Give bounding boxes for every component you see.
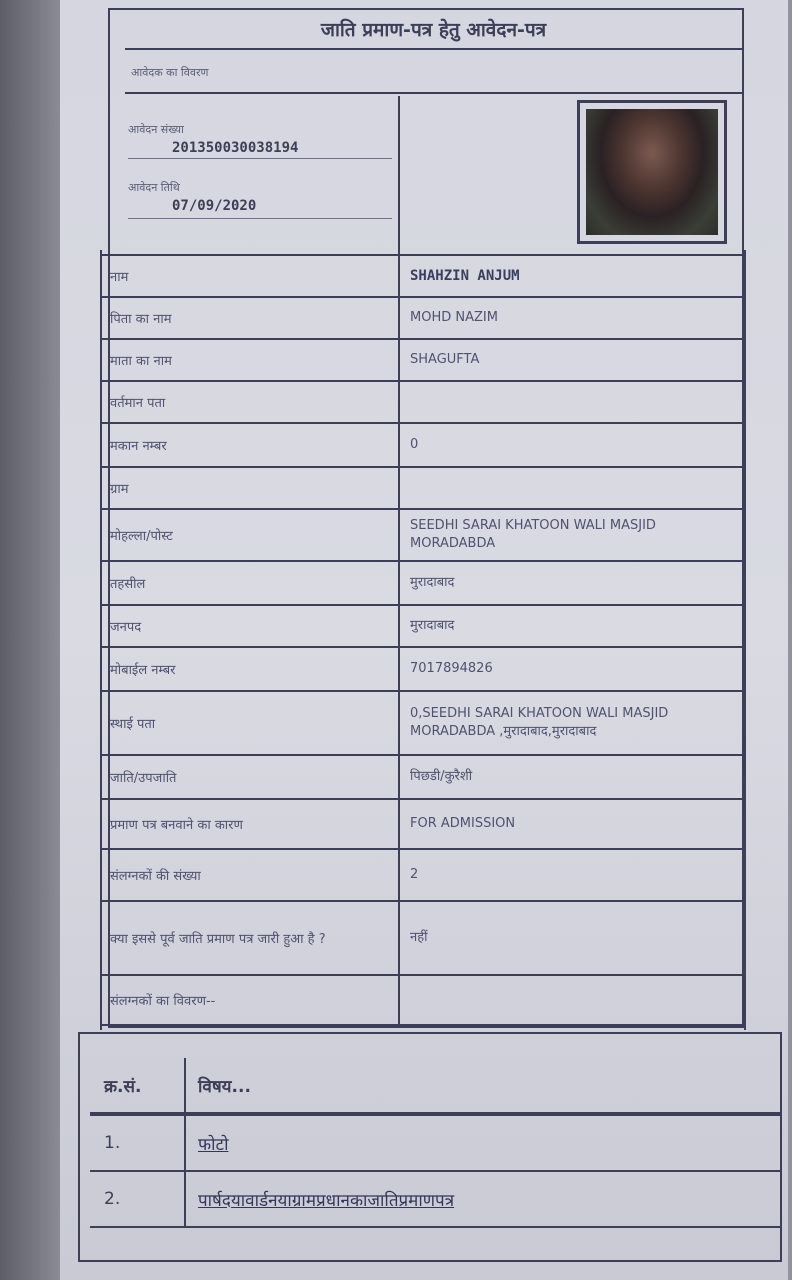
attachment-link-photo[interactable]: फोटो: [198, 1134, 229, 1155]
label-permanent-address: स्थाई पता: [100, 692, 400, 754]
attachment-serial-number: 1.: [90, 1116, 186, 1170]
row-permanent-address: [100, 692, 746, 756]
attachment-row: [90, 1172, 782, 1228]
value-purpose: FOR ADMISSION: [410, 816, 516, 832]
label-mobile-number: मोबाईल नम्बर: [100, 648, 400, 690]
label-locality-post: मोहल्ला/पोस्ट: [100, 510, 400, 560]
row-attachment-count: [100, 850, 746, 902]
row-previous-certificate: [100, 902, 746, 976]
value-current-address: [400, 382, 746, 422]
row-attachment-details: [100, 976, 746, 1026]
application-number-label: आवेदन संख्या: [128, 123, 184, 136]
label-attachment-details: संलग्नकों का विवरण--: [100, 976, 400, 1024]
row-father-name: [100, 298, 746, 340]
label-attachment-count: संलग्नकों की संख्या: [100, 850, 400, 900]
label-tehsil: तहसील: [100, 562, 400, 604]
row-district: [100, 606, 746, 648]
divider: [128, 158, 392, 159]
label-current-address: वर्तमान पता: [100, 382, 400, 422]
label-village: ग्राम: [100, 468, 400, 508]
value-locality-post: SEEDHI SARAI KHATOON WALI MASJID MORADABDA: [410, 518, 656, 551]
application-date: 07/09/2020: [172, 198, 257, 214]
label-name: नाम: [100, 256, 400, 296]
applicant-photo: [586, 109, 718, 235]
label-district: जनपद: [100, 606, 400, 646]
header-serial-number: क्र.सं.: [90, 1058, 186, 1112]
row-village: [100, 468, 746, 510]
value-district: मुरादाबाद: [410, 618, 455, 634]
attachments-table: [90, 1058, 782, 1228]
row-house-number: [100, 424, 746, 468]
label-caste: जाति/उपजाति: [100, 756, 400, 798]
value-previous-certificate: नहीं: [410, 930, 428, 946]
row-caste: [100, 756, 746, 800]
application-date-label: आवेदन तिथि: [128, 181, 180, 194]
details-table: [100, 254, 746, 1026]
attachments-header-row: [90, 1058, 782, 1114]
value-father-name: MOHD NAZIM: [410, 310, 498, 326]
application-info: [118, 96, 400, 254]
row-name: [100, 256, 746, 298]
value-attachment-details: [400, 976, 746, 1024]
attachment-row: [90, 1114, 782, 1172]
label-mother-name: माता का नाम: [100, 340, 400, 380]
label-house-number: मकान नम्बर: [100, 424, 400, 466]
value-name: SHAHZIN ANJUM: [410, 267, 520, 284]
value-tehsil: मुरादाबाद: [410, 575, 455, 591]
section-applicant-details: आवेदक का विवरण: [125, 52, 742, 94]
label-father-name: पिता का नाम: [100, 298, 400, 338]
attachment-serial-number: 2.: [90, 1172, 186, 1226]
row-mobile-number: [100, 648, 746, 692]
header-subject: विषय...: [198, 1076, 251, 1097]
value-mobile-number: 7017894826: [410, 661, 493, 677]
form-title: जाति प्रमाण-पत्र हेतु आवेदन-पत्र: [125, 10, 742, 50]
value-mother-name: SHAGUFTA: [410, 352, 480, 368]
attachment-link-ward-certificate[interactable]: पार्षदयावार्डनयाग्रामप्रधानकाजातिप्रमाणपत्र: [198, 1190, 455, 1211]
divider: [128, 218, 392, 219]
row-purpose: [100, 800, 746, 850]
label-previous-certificate: क्या इससे पूर्व जाति प्रमाण पत्र जारी हुआ है ?: [100, 902, 400, 974]
value-house-number: 0: [410, 437, 419, 453]
row-locality-post: [100, 510, 746, 562]
applicant-photo-frame: [577, 100, 727, 244]
row-mother-name: [100, 340, 746, 382]
value-caste: पिछडी/कुरैशी: [410, 769, 473, 785]
row-tehsil: [100, 562, 746, 606]
value-village: [400, 468, 746, 508]
value-attachment-count: 2: [410, 867, 419, 883]
label-purpose: प्रमाण पत्र बनवाने का कारण: [100, 800, 400, 848]
value-permanent-address: 0,SEEDHI SARAI KHATOON WALI MASJID MORADABDA ,मुरादाबाद,मुरादाबाद: [410, 706, 669, 739]
application-number: 201350030038194: [172, 140, 299, 156]
row-current-address: [100, 382, 746, 424]
